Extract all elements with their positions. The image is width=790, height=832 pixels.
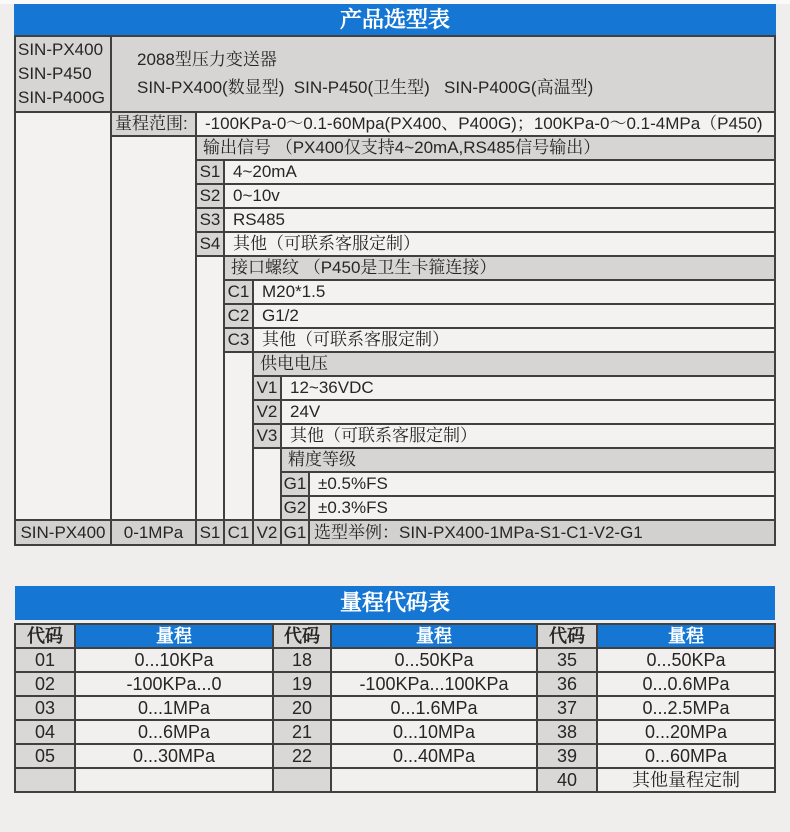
product-variants-line: SIN-PX400(数显型) SIN-P450(卫生型) SIN-P400G(高温型) [137, 78, 594, 97]
range-code: 39 [537, 744, 597, 768]
range-value: 0...20MPa [597, 720, 775, 744]
example-text-cell: 选型举例：SIN-PX400-1MPa-S1-C1-V2-G1 [309, 520, 775, 545]
option-value: 其他（可联系客服定制） [224, 232, 775, 256]
range-code [15, 768, 75, 792]
option-code: V1 [253, 376, 281, 400]
option-code: G1 [281, 472, 309, 496]
option-value: ±0.3%FS [309, 496, 775, 520]
range-code: 03 [15, 696, 75, 720]
model-name: SIN-PX400 [18, 40, 104, 59]
range-code: 18 [273, 648, 331, 672]
range-code: 20 [273, 696, 331, 720]
range-code-section [14, 586, 776, 793]
option-value: M20*1.5 [253, 280, 775, 304]
example-power-cell: V2 [253, 520, 281, 545]
range-code: 21 [273, 720, 331, 744]
page-body [0, 4, 790, 793]
range-code: 35 [537, 648, 597, 672]
example-accuracy-cell: G1 [281, 520, 309, 545]
range-label-cell: 量程范围: [111, 112, 196, 136]
table-row [15, 648, 775, 672]
product-selection-table [14, 35, 776, 546]
range-value [75, 768, 273, 792]
table-row [15, 744, 775, 768]
option-value: 24V [281, 400, 775, 424]
option-value: ±0.5%FS [309, 472, 775, 496]
range-value: -100KPa...0 [75, 672, 273, 696]
range-column-header: 量程 [597, 624, 775, 648]
range-value: -100KPa...100KPa [331, 672, 537, 696]
product-description-cell [111, 36, 775, 112]
example-range-cell: 0-1MPa [111, 520, 196, 545]
range-value: 0...1MPa [75, 696, 273, 720]
range-code [273, 768, 331, 792]
range-value: 0...10MPa [331, 720, 537, 744]
range-value: 0...6MPa [75, 720, 273, 744]
empty-cell [224, 352, 253, 520]
option-value: RS485 [224, 208, 775, 232]
code-column-header: 代码 [273, 624, 331, 648]
code-column-header: 代码 [537, 624, 597, 648]
range-value: 0...0.6MPa [597, 672, 775, 696]
table-row [15, 672, 775, 696]
option-code: G2 [281, 496, 309, 520]
option-code: S1 [196, 160, 224, 184]
option-value: 4~20mA [224, 160, 775, 184]
code-column-header: 代码 [15, 624, 75, 648]
product-series-line: 2088型压力变送器 [137, 50, 277, 69]
range-code: 02 [15, 672, 75, 696]
option-value: 其他（可联系客服定制） [281, 424, 775, 448]
range-code: 04 [15, 720, 75, 744]
range-code: 40 [537, 768, 597, 792]
model-list-cell [15, 36, 111, 112]
thread-header-cell: 接口螺纹 （P450是卫生卡箍连接） [224, 256, 775, 280]
option-code: V2 [253, 400, 281, 424]
output-signal-header-cell: 输出信号 （PX400仅支持4~20mA,RS485信号输出） [196, 136, 775, 160]
option-code: S2 [196, 184, 224, 208]
range-code: 01 [15, 648, 75, 672]
range-value: 0...60MPa [597, 744, 775, 768]
range-value [331, 768, 537, 792]
model-name: SIN-P400G [18, 88, 105, 107]
option-value: 12~36VDC [281, 376, 775, 400]
power-header-cell: 供电电压 [253, 352, 775, 376]
option-code: V3 [253, 424, 281, 448]
option-code: C2 [224, 304, 253, 328]
range-value: 0...50KPa [331, 648, 537, 672]
example-model-cell: SIN-PX400 [15, 520, 111, 545]
range-code: 19 [273, 672, 331, 696]
range-code: 05 [15, 744, 75, 768]
table-row [15, 720, 775, 744]
model-name: SIN-P450 [18, 64, 92, 83]
range-code-header-row [15, 624, 775, 648]
option-code: C1 [224, 280, 253, 304]
range-value: 0...2.5MPa [597, 696, 775, 720]
range-value: 0...50KPa [597, 648, 775, 672]
option-code: S4 [196, 232, 224, 256]
accuracy-header-cell: 精度等级 [281, 448, 775, 472]
range-value: 0...10KPa [75, 648, 273, 672]
example-thread-cell: C1 [224, 520, 253, 545]
range-value-cell: -100KPa-0～0.1-60Mpa(PX400、P400G)；100KPa-0～0.1-4MPa（P450) [196, 112, 775, 136]
example-signal-cell: S1 [196, 520, 224, 545]
range-value: 其他量程定制 [597, 768, 775, 792]
range-code: 36 [537, 672, 597, 696]
option-value: 其他（可联系客服定制） [253, 328, 775, 352]
selection-table-title: 产品选型表 [14, 4, 776, 35]
range-code: 37 [537, 696, 597, 720]
option-value: 0~10v [224, 184, 775, 208]
range-code-table-title: 量程代码表 [15, 586, 775, 620]
option-value: G1/2 [253, 304, 775, 328]
range-column-header: 量程 [75, 624, 273, 648]
range-code: 38 [537, 720, 597, 744]
table-row [15, 696, 775, 720]
range-code: 22 [273, 744, 331, 768]
empty-cell [111, 136, 196, 520]
range-value: 0...40MPa [331, 744, 537, 768]
option-code: C3 [224, 328, 253, 352]
table-row [15, 768, 775, 792]
range-value: 0...1.6MPa [331, 696, 537, 720]
empty-cell [15, 112, 111, 520]
option-code: S3 [196, 208, 224, 232]
empty-cell [253, 448, 281, 520]
empty-cell [196, 256, 224, 520]
range-value: 0...30MPa [75, 744, 273, 768]
range-column-header: 量程 [331, 624, 537, 648]
